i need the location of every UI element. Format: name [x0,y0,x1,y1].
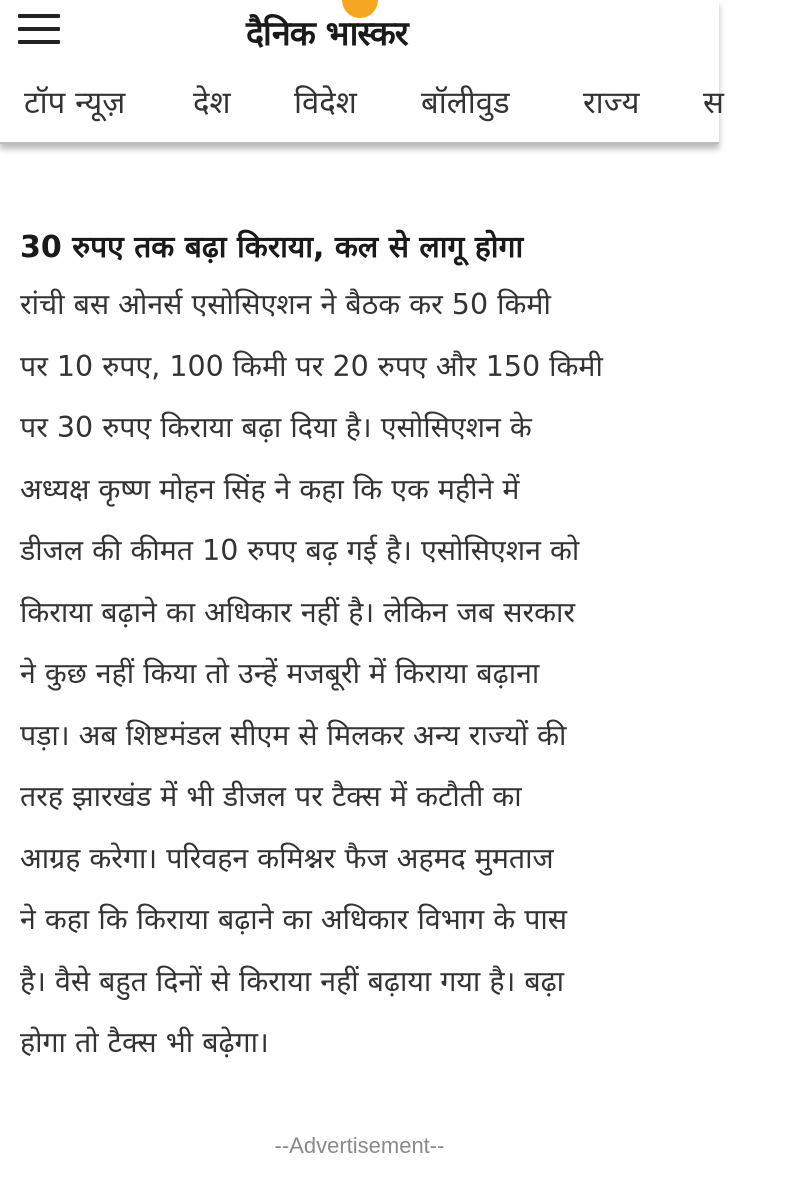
article-line: तरह झारखंड में भी डीजल पर टैक्स में कटौती का [20,780,522,813]
article-line: डीजल की कीमत 10 रुपए बढ़ गई है। एसोसिएशन को [20,534,580,567]
article-line: होगा तो टैक्स भी बढ़ेगा। [20,1026,269,1059]
advertisement-label: --Advertisement-- [274,1133,445,1158]
hamburger-menu-icon[interactable] [18,12,62,48]
nav-item-desh[interactable]: देश [193,85,231,121]
article-line: पर 10 रुपए, 100 किमी पर 20 रुपए और 150 किमी [20,349,603,383]
article-line: रांची बस ओनर्स एसोसिएशन ने बैठक कर 50 किमी [20,288,551,321]
article-headline: 30 रुपए तक बढ़ा किराया, कल से लागू होगा [20,230,524,265]
menu-bar [18,40,60,44]
menu-bar [18,14,60,18]
nav-item-top-news[interactable]: टॉप न्यूज़ [24,85,126,121]
article-line: अध्यक्ष कृष्ण मोहन सिंह ने कहा कि एक महीने में [20,472,520,506]
nav-item-partial[interactable]: स [703,85,724,121]
menu-bar [18,27,60,31]
news-article [20,222,705,1074]
article-line: आग्रह करेगा। परिवहन कमिश्नर फैज अहमद मुमताज [20,841,554,875]
article-line: पड़ा। अब शिष्टमंडल सीएम से मिलकर अन्य राज्यों की [20,718,567,752]
article-line: है। वैसे बहुत दिनों से किराया नहीं बढ़ाया गया है। बढ़ा [20,964,565,998]
article-line: किराया बढ़ाने का अधिकार नहीं है। लेकिन जब सरकार [20,595,576,629]
site-logo[interactable] [246,0,476,60]
article-line: ने कुछ नहीं किया तो उन्हें मजबूरी में किराया बढ़ाना [20,657,540,690]
article-body [20,274,705,1074]
nav-item-rajya[interactable]: राज्य [583,85,640,121]
nav-item-bollywood[interactable]: बॉलीवुड [421,85,510,121]
article-line: ने कहा कि किराया बढ़ाने का अधिकार विभाग के पास [20,903,568,936]
site-header [0,0,724,144]
article-line: पर 30 रुपए किराया बढ़ा दिया है। एसोसिएशन के [20,411,532,444]
category-nav [0,78,800,134]
nav-item-videsh[interactable]: विदेश [294,85,357,121]
logo-text: दैनिक भास्कर [246,14,408,54]
